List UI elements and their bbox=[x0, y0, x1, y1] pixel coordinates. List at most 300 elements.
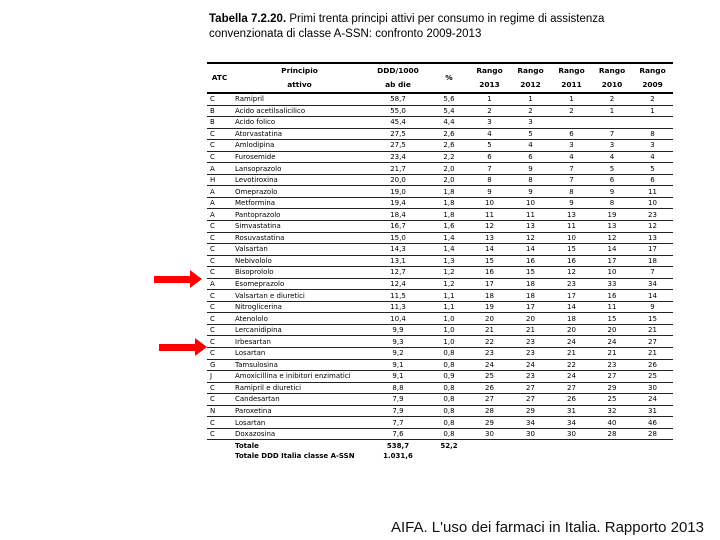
rango-2009-cell: 12 bbox=[632, 221, 673, 233]
header-rango-2011: Rango bbox=[551, 63, 592, 78]
pct-cell: 1,8 bbox=[429, 197, 469, 209]
rango-2010-cell: 17 bbox=[592, 255, 632, 267]
rango-2010-cell bbox=[592, 117, 632, 129]
rango-2010-cell: 14 bbox=[592, 244, 632, 256]
pct-cell: 0,8 bbox=[429, 405, 469, 417]
grand-total-label: Totale DDD Italia classe A-SSN bbox=[235, 452, 355, 461]
rango-2011-cell bbox=[551, 117, 592, 129]
header-year-2011: 2011 bbox=[551, 78, 592, 93]
pct-cell: 2,0 bbox=[429, 174, 469, 186]
table-row bbox=[207, 221, 673, 233]
pct-cell: 0,9 bbox=[429, 371, 469, 383]
source-note: AIFA. L'uso dei farmaci in Italia. Rapporto 2013 bbox=[390, 519, 704, 536]
rango-2010-cell: 33 bbox=[592, 278, 632, 290]
table-row bbox=[207, 267, 673, 279]
table-row bbox=[207, 417, 673, 429]
pct-cell: 1,1 bbox=[429, 290, 469, 302]
rango-2012-cell: 3 bbox=[510, 117, 551, 129]
ddd-cell: 9,1 bbox=[367, 371, 429, 383]
rango-2010-cell: 5 bbox=[592, 163, 632, 175]
rango-2013-cell: 13 bbox=[469, 232, 510, 244]
header-year-2012: 2012 bbox=[510, 78, 551, 93]
ddd-cell: 20,0 bbox=[367, 174, 429, 186]
rango-2013-cell: 12 bbox=[469, 221, 510, 233]
principio-cell: Amlodipina bbox=[232, 140, 367, 152]
ddd-cell: 12,7 bbox=[367, 267, 429, 279]
principio-cell: Losartan bbox=[232, 417, 367, 429]
rango-2010-cell: 12 bbox=[592, 232, 632, 244]
rango-2009-cell: 9 bbox=[632, 301, 673, 313]
atc-cell: C bbox=[207, 301, 232, 313]
atc-cell: C bbox=[207, 151, 232, 163]
rango-2013-cell: 21 bbox=[469, 324, 510, 336]
principio-cell: Losartan bbox=[232, 348, 367, 360]
table-row bbox=[207, 428, 673, 440]
rango-2012-cell: 5 bbox=[510, 128, 551, 140]
rango-2013-cell: 7 bbox=[469, 163, 510, 175]
rango-2013-cell: 15 bbox=[469, 255, 510, 267]
rango-2009-cell: 6 bbox=[632, 174, 673, 186]
rango-2011-cell: 7 bbox=[551, 174, 592, 186]
rango-2012-cell: 9 bbox=[510, 186, 551, 198]
rango-2013-cell: 23 bbox=[469, 348, 510, 360]
rango-2010-cell: 20 bbox=[592, 324, 632, 336]
atc-cell: A bbox=[207, 163, 232, 175]
pct-cell: 1,6 bbox=[429, 221, 469, 233]
rango-2011-cell: 13 bbox=[551, 209, 592, 221]
rango-2013-cell: 8 bbox=[469, 174, 510, 186]
ddd-cell: 45,4 bbox=[367, 117, 429, 129]
header-rango-2012: Rango bbox=[510, 63, 551, 78]
table-row bbox=[207, 151, 673, 163]
ddd-cell: 7,6 bbox=[367, 428, 429, 440]
table-row bbox=[207, 105, 673, 117]
rango-2012-cell: 8 bbox=[510, 174, 551, 186]
rango-2012-cell: 16 bbox=[510, 255, 551, 267]
rango-2013-cell: 24 bbox=[469, 359, 510, 371]
ddd-cell: 9,1 bbox=[367, 359, 429, 371]
rango-2012-cell: 23 bbox=[510, 336, 551, 348]
rango-2011-cell: 4 bbox=[551, 151, 592, 163]
header-rango-2013: Rango bbox=[469, 63, 510, 78]
rango-2011-cell: 3 bbox=[551, 140, 592, 152]
rango-2010-cell: 8 bbox=[592, 197, 632, 209]
pct-cell: 1,4 bbox=[429, 244, 469, 256]
ddd-cell: 11,3 bbox=[367, 301, 429, 313]
pct-cell: 5,6 bbox=[429, 93, 469, 105]
atc-cell: C bbox=[207, 382, 232, 394]
rango-2009-cell: 11 bbox=[632, 186, 673, 198]
total-ddd: 538,7 bbox=[386, 441, 410, 450]
header-abdie: ab die bbox=[367, 78, 429, 93]
rango-2011-cell: 9 bbox=[551, 197, 592, 209]
rango-2012-cell: 24 bbox=[510, 359, 551, 371]
pct-cell: 0,8 bbox=[429, 359, 469, 371]
principio-cell: Omeprazolo bbox=[232, 186, 367, 198]
rango-2009-cell: 31 bbox=[632, 405, 673, 417]
rango-2011-cell: 22 bbox=[551, 359, 592, 371]
rango-2009-cell: 2 bbox=[632, 93, 673, 105]
header-row-1 bbox=[207, 63, 673, 78]
rango-2013-cell: 14 bbox=[469, 244, 510, 256]
caption-title-label: Tabella 7.2.20. bbox=[209, 13, 287, 25]
rango-2012-cell: 10 bbox=[510, 197, 551, 209]
principio-cell: Levotiroxina bbox=[232, 174, 367, 186]
rango-2009-cell: 30 bbox=[632, 382, 673, 394]
pct-cell: 0,8 bbox=[429, 428, 469, 440]
pct-cell: 2,6 bbox=[429, 128, 469, 140]
rango-2010-cell: 40 bbox=[592, 417, 632, 429]
ddd-cell: 16,7 bbox=[367, 221, 429, 233]
rango-2013-cell: 26 bbox=[469, 382, 510, 394]
rango-2011-cell: 7 bbox=[551, 163, 592, 175]
principio-cell: Acido acetilsalicilico bbox=[232, 105, 367, 117]
atc-cell: C bbox=[207, 93, 232, 105]
principio-cell: Pantoprazolo bbox=[232, 209, 367, 221]
table-row bbox=[207, 290, 673, 302]
rango-2009-cell: 28 bbox=[632, 428, 673, 440]
grand-total-row bbox=[207, 451, 673, 462]
rango-2013-cell: 4 bbox=[469, 128, 510, 140]
rango-2012-cell: 9 bbox=[510, 163, 551, 175]
rango-2011-cell: 23 bbox=[551, 278, 592, 290]
principio-cell: Esomeprazolo bbox=[232, 278, 367, 290]
rango-2012-cell: 18 bbox=[510, 290, 551, 302]
rango-2012-cell: 4 bbox=[510, 140, 551, 152]
rango-2009-cell: 46 bbox=[632, 417, 673, 429]
rango-2011-cell: 27 bbox=[551, 382, 592, 394]
rango-2012-cell: 27 bbox=[510, 382, 551, 394]
rango-2013-cell: 28 bbox=[469, 405, 510, 417]
rango-2013-cell: 2 bbox=[469, 105, 510, 117]
atc-cell: A bbox=[207, 186, 232, 198]
rango-2010-cell: 9 bbox=[592, 186, 632, 198]
atc-cell: C bbox=[207, 221, 232, 233]
atc-cell: C bbox=[207, 313, 232, 325]
table-row bbox=[207, 382, 673, 394]
rango-2009-cell: 15 bbox=[632, 313, 673, 325]
rango-2013-cell: 30 bbox=[469, 428, 510, 440]
ddd-cell: 23,4 bbox=[367, 151, 429, 163]
ddd-cell: 27,5 bbox=[367, 140, 429, 152]
header-rango-2009: Rango bbox=[632, 63, 673, 78]
rango-2010-cell: 28 bbox=[592, 428, 632, 440]
rango-2011-cell: 24 bbox=[551, 336, 592, 348]
table-row bbox=[207, 244, 673, 256]
pct-cell: 2,6 bbox=[429, 140, 469, 152]
pct-cell: 0,8 bbox=[429, 417, 469, 429]
atc-cell: B bbox=[207, 117, 232, 129]
header-atc: ATC bbox=[207, 63, 232, 93]
table-row bbox=[207, 174, 673, 186]
rango-2012-cell: 1 bbox=[510, 93, 551, 105]
total-row bbox=[207, 440, 673, 451]
rango-2010-cell: 29 bbox=[592, 382, 632, 394]
atc-cell: C bbox=[207, 394, 232, 406]
table-row bbox=[207, 324, 673, 336]
rango-2012-cell: 30 bbox=[510, 428, 551, 440]
rango-2011-cell: 12 bbox=[551, 267, 592, 279]
principio-cell: Nebivololo bbox=[232, 255, 367, 267]
ddd-cell: 55,0 bbox=[367, 105, 429, 117]
rango-2009-cell: 18 bbox=[632, 255, 673, 267]
rango-2011-cell: 2 bbox=[551, 105, 592, 117]
rango-2009-cell: 5 bbox=[632, 163, 673, 175]
pct-cell: 0,8 bbox=[429, 394, 469, 406]
rango-2012-cell: 17 bbox=[510, 301, 551, 313]
table-row bbox=[207, 336, 673, 348]
rango-2013-cell: 17 bbox=[469, 278, 510, 290]
table-row bbox=[207, 209, 673, 221]
rango-2012-cell: 2 bbox=[510, 105, 551, 117]
rango-2009-cell: 21 bbox=[632, 348, 673, 360]
principio-cell: Doxazosina bbox=[232, 428, 367, 440]
principio-cell: Lercanidipina bbox=[232, 324, 367, 336]
ddd-cell: 15,0 bbox=[367, 232, 429, 244]
rango-2010-cell: 24 bbox=[592, 336, 632, 348]
rango-2011-cell: 11 bbox=[551, 221, 592, 233]
principio-cell: Nitroglicerina bbox=[232, 301, 367, 313]
rango-2011-cell: 16 bbox=[551, 255, 592, 267]
rango-2012-cell: 20 bbox=[510, 313, 551, 325]
pct-cell: 1,8 bbox=[429, 209, 469, 221]
rango-2009-cell: 3 bbox=[632, 140, 673, 152]
header-year-2013: 2013 bbox=[469, 78, 510, 93]
table-row bbox=[207, 371, 673, 383]
rango-2010-cell: 21 bbox=[592, 348, 632, 360]
table-row bbox=[207, 394, 673, 406]
ddd-cell: 9,9 bbox=[367, 324, 429, 336]
table-caption bbox=[209, 12, 679, 42]
principio-cell: Valsartan bbox=[232, 244, 367, 256]
rango-2009-cell bbox=[632, 117, 673, 129]
ddd-cell: 11,5 bbox=[367, 290, 429, 302]
rango-2010-cell: 4 bbox=[592, 151, 632, 163]
rango-2009-cell: 34 bbox=[632, 278, 673, 290]
atc-cell: A bbox=[207, 197, 232, 209]
rango-2012-cell: 23 bbox=[510, 371, 551, 383]
pct-cell: 1,0 bbox=[429, 313, 469, 325]
header-rango-2010: Rango bbox=[592, 63, 632, 78]
table-row bbox=[207, 140, 673, 152]
rango-2012-cell: 21 bbox=[510, 324, 551, 336]
rango-2009-cell: 17 bbox=[632, 244, 673, 256]
pct-cell: 0,8 bbox=[429, 348, 469, 360]
atc-cell: C bbox=[207, 255, 232, 267]
rango-2013-cell: 29 bbox=[469, 417, 510, 429]
table-row bbox=[207, 93, 673, 105]
atc-cell: A bbox=[207, 278, 232, 290]
caption-title-text: Primi trenta principi attivi per consumo in regime di assistenza convenzionata di classe A-SSN: confronto 2009-2013 bbox=[209, 13, 605, 40]
rango-2010-cell: 11 bbox=[592, 301, 632, 313]
rango-2011-cell: 34 bbox=[551, 417, 592, 429]
table-row bbox=[207, 128, 673, 140]
rango-2009-cell: 4 bbox=[632, 151, 673, 163]
rango-2009-cell: 10 bbox=[632, 197, 673, 209]
rango-2012-cell: 14 bbox=[510, 244, 551, 256]
rango-2011-cell: 31 bbox=[551, 405, 592, 417]
rango-2012-cell: 12 bbox=[510, 232, 551, 244]
ddd-cell: 9,3 bbox=[367, 336, 429, 348]
table-body bbox=[207, 93, 673, 440]
rango-2013-cell: 10 bbox=[469, 197, 510, 209]
atc-cell: H bbox=[207, 174, 232, 186]
atc-cell: C bbox=[207, 348, 232, 360]
rango-2012-cell: 29 bbox=[510, 405, 551, 417]
rango-2013-cell: 9 bbox=[469, 186, 510, 198]
total-label: Totale bbox=[235, 441, 259, 450]
rango-2010-cell: 32 bbox=[592, 405, 632, 417]
principio-cell: Metformina bbox=[232, 197, 367, 209]
table-row bbox=[207, 301, 673, 313]
principio-cell: Paroxetina bbox=[232, 405, 367, 417]
ddd-cell: 27,5 bbox=[367, 128, 429, 140]
pct-cell: 1,3 bbox=[429, 255, 469, 267]
pct-cell: 0,8 bbox=[429, 382, 469, 394]
rango-2009-cell: 24 bbox=[632, 394, 673, 406]
principio-cell: Simvastatina bbox=[232, 221, 367, 233]
rango-2010-cell: 25 bbox=[592, 394, 632, 406]
pct-cell: 5,4 bbox=[429, 105, 469, 117]
rango-2009-cell: 13 bbox=[632, 232, 673, 244]
ddd-cell: 9,2 bbox=[367, 348, 429, 360]
rango-2011-cell: 20 bbox=[551, 324, 592, 336]
principio-cell: Irbesartan bbox=[232, 336, 367, 348]
rango-2012-cell: 23 bbox=[510, 348, 551, 360]
rango-2013-cell: 27 bbox=[469, 394, 510, 406]
principio-cell: Valsartan e diuretici bbox=[232, 290, 367, 302]
pct-cell: 1,2 bbox=[429, 267, 469, 279]
atc-cell: C bbox=[207, 232, 232, 244]
header-year-2010: 2010 bbox=[592, 78, 632, 93]
table-row bbox=[207, 255, 673, 267]
pct-cell: 1,4 bbox=[429, 232, 469, 244]
table-row bbox=[207, 348, 673, 360]
rango-2013-cell: 5 bbox=[469, 140, 510, 152]
ddd-cell: 7,9 bbox=[367, 405, 429, 417]
ddd-cell: 13,1 bbox=[367, 255, 429, 267]
rango-2011-cell: 1 bbox=[551, 93, 592, 105]
rango-2010-cell: 27 bbox=[592, 371, 632, 383]
rango-2010-cell: 3 bbox=[592, 140, 632, 152]
pct-cell: 1,0 bbox=[429, 324, 469, 336]
rango-2011-cell: 10 bbox=[551, 232, 592, 244]
rango-2009-cell: 27 bbox=[632, 336, 673, 348]
ddd-cell: 7,9 bbox=[367, 394, 429, 406]
rango-2012-cell: 11 bbox=[510, 209, 551, 221]
ddd-cell: 8,8 bbox=[367, 382, 429, 394]
atc-cell: A bbox=[207, 209, 232, 221]
principio-cell: Candesartan bbox=[232, 394, 367, 406]
rango-2010-cell: 1 bbox=[592, 105, 632, 117]
rango-2011-cell: 30 bbox=[551, 428, 592, 440]
principio-cell: Ramipril bbox=[232, 93, 367, 105]
atc-cell: C bbox=[207, 428, 232, 440]
total-pct: 52,2 bbox=[440, 441, 458, 450]
rango-2011-cell: 26 bbox=[551, 394, 592, 406]
rango-2010-cell: 2 bbox=[592, 93, 632, 105]
rango-2012-cell: 13 bbox=[510, 221, 551, 233]
rango-2012-cell: 27 bbox=[510, 394, 551, 406]
rango-2010-cell: 23 bbox=[592, 359, 632, 371]
atc-cell: B bbox=[207, 105, 232, 117]
header-year-2009: 2009 bbox=[632, 78, 673, 93]
rango-2013-cell: 11 bbox=[469, 209, 510, 221]
consumption-table bbox=[207, 62, 673, 462]
rango-2012-cell: 6 bbox=[510, 151, 551, 163]
rango-2009-cell: 14 bbox=[632, 290, 673, 302]
rango-2010-cell: 7 bbox=[592, 128, 632, 140]
ddd-cell: 10,4 bbox=[367, 313, 429, 325]
rango-2010-cell: 19 bbox=[592, 209, 632, 221]
principio-cell: Acido folico bbox=[232, 117, 367, 129]
ddd-cell: 58,7 bbox=[367, 93, 429, 105]
atc-cell: C bbox=[207, 128, 232, 140]
rango-2013-cell: 6 bbox=[469, 151, 510, 163]
atc-cell: C bbox=[207, 244, 232, 256]
table-row bbox=[207, 186, 673, 198]
ddd-cell: 21,7 bbox=[367, 163, 429, 175]
rango-2012-cell: 18 bbox=[510, 278, 551, 290]
principio-cell: Bisoprololo bbox=[232, 267, 367, 279]
principio-cell: Amoxicillina e inibitori enzimatici bbox=[232, 371, 367, 383]
atc-cell: C bbox=[207, 267, 232, 279]
header-principio: Principio bbox=[232, 63, 367, 78]
rango-2013-cell: 25 bbox=[469, 371, 510, 383]
rango-2012-cell: 15 bbox=[510, 267, 551, 279]
rango-2011-cell: 15 bbox=[551, 244, 592, 256]
rango-2013-cell: 22 bbox=[469, 336, 510, 348]
principio-cell: Atenololo bbox=[232, 313, 367, 325]
principio-cell: Lansoprazolo bbox=[232, 163, 367, 175]
rango-2011-cell: 18 bbox=[551, 313, 592, 325]
pct-cell: 1,1 bbox=[429, 301, 469, 313]
rango-2011-cell: 24 bbox=[551, 371, 592, 383]
pct-cell: 4,4 bbox=[429, 117, 469, 129]
atc-cell: J bbox=[207, 371, 232, 383]
principio-cell: Atorvastatina bbox=[232, 128, 367, 140]
table-row bbox=[207, 405, 673, 417]
table-row bbox=[207, 313, 673, 325]
header-pct: % bbox=[429, 63, 469, 93]
atc-cell: N bbox=[207, 405, 232, 417]
ddd-cell: 12,4 bbox=[367, 278, 429, 290]
rango-2010-cell: 6 bbox=[592, 174, 632, 186]
ddd-cell: 19,0 bbox=[367, 186, 429, 198]
rango-2010-cell: 15 bbox=[592, 313, 632, 325]
table-row bbox=[207, 359, 673, 371]
rango-2011-cell: 17 bbox=[551, 290, 592, 302]
rango-2011-cell: 14 bbox=[551, 301, 592, 313]
atc-cell: C bbox=[207, 417, 232, 429]
rango-2013-cell: 1 bbox=[469, 93, 510, 105]
rango-2013-cell: 18 bbox=[469, 290, 510, 302]
rango-2010-cell: 13 bbox=[592, 221, 632, 233]
header-attivo: attivo bbox=[232, 78, 367, 93]
header-ddd: DDD/1000 bbox=[367, 63, 429, 78]
pct-cell: 1,0 bbox=[429, 336, 469, 348]
rango-2009-cell: 7 bbox=[632, 267, 673, 279]
rango-2013-cell: 3 bbox=[469, 117, 510, 129]
rango-2009-cell: 25 bbox=[632, 371, 673, 383]
pct-cell: 2,0 bbox=[429, 163, 469, 175]
ddd-cell: 14,3 bbox=[367, 244, 429, 256]
table-row bbox=[207, 232, 673, 244]
table-row bbox=[207, 117, 673, 129]
ddd-cell: 7,7 bbox=[367, 417, 429, 429]
rango-2009-cell: 21 bbox=[632, 324, 673, 336]
rango-2011-cell: 6 bbox=[551, 128, 592, 140]
